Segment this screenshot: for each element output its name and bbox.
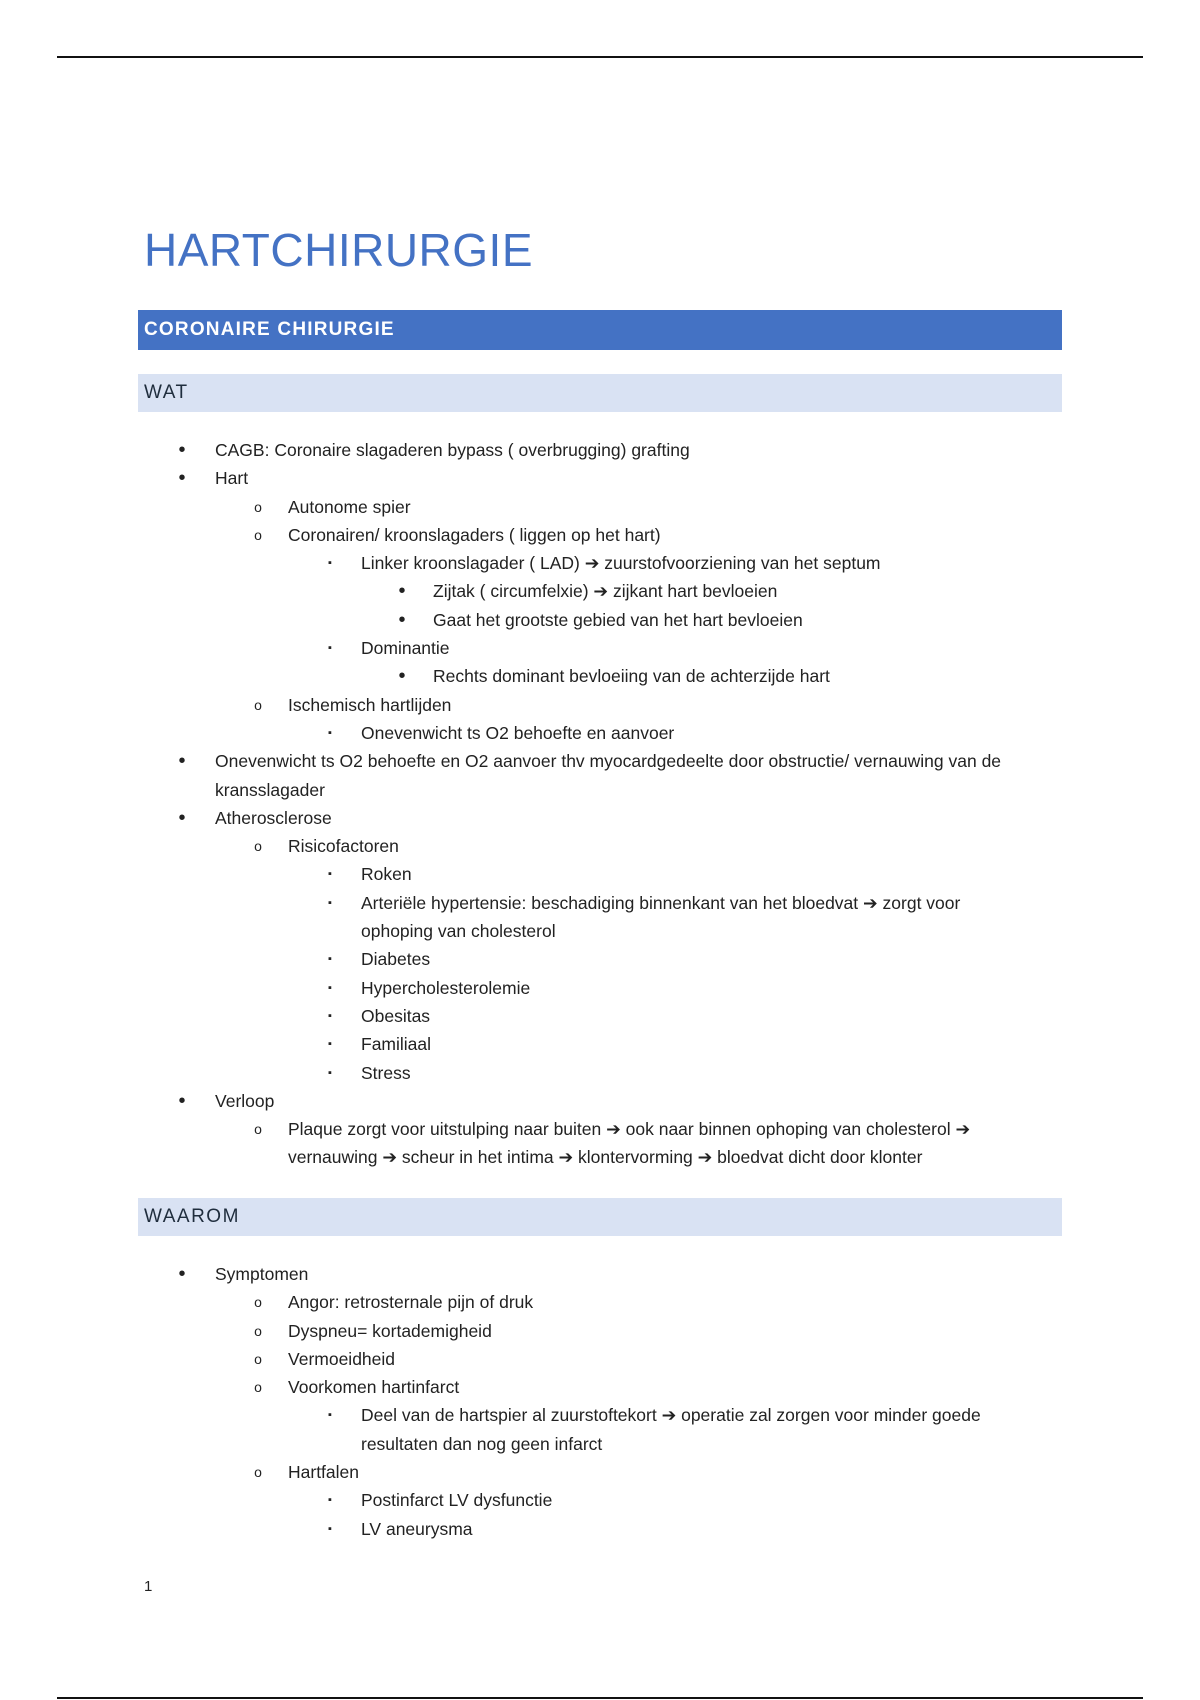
list-item: • Zijtak ( circumfelxie) ➔ zijkant hart bevloeien — [0, 577, 1200, 605]
circle-bullet-icon: o — [254, 838, 262, 855]
footer-rule — [57, 1697, 1143, 1699]
square-bullet-icon: ▪ — [328, 868, 332, 881]
list-item: o Risicofactoren — [0, 832, 1200, 860]
square-bullet-icon: ▪ — [328, 1494, 332, 1507]
list-item: o Autonome spier — [0, 493, 1200, 521]
square-bullet-icon: ▪ — [328, 1009, 332, 1022]
list-item: • Rechts dominant bevloeiing van de achterzijde hart — [0, 662, 1200, 690]
list-item: ▪ Arteriële hypertensie: beschadiging binnenkant van het bloedvat ➔ zorgt voor ophoping van cholesterol — [0, 889, 1200, 946]
square-bullet-icon: ▪ — [328, 726, 332, 739]
bullet-icon: • — [398, 580, 406, 603]
circle-bullet-icon: o — [254, 1322, 262, 1339]
section-heading: CORONAIRE CHIRURGIE — [138, 310, 1062, 350]
list-item: ▪ Hypercholesterolemie — [0, 974, 1200, 1002]
square-bullet-icon: ▪ — [328, 1409, 332, 1422]
list-item: o Plaque zorgt voor uitstulping naar buiten ➔ ook naar binnen ophoping van cholesterol ➔ vernauwing ➔ scheur in het intima ➔ klontervorming ➔ bloedvat dicht door klonter — [0, 1115, 1200, 1172]
list-item: • Gaat het grootste gebied van het hart bevloeien — [0, 606, 1200, 634]
circle-bullet-icon: o — [254, 1464, 262, 1481]
square-bullet-icon: ▪ — [328, 1066, 332, 1079]
bullet-icon: • — [178, 806, 186, 829]
circle-bullet-icon: o — [254, 1350, 262, 1367]
list-item: o Vermoeidheid — [0, 1345, 1200, 1373]
list-item: o Coronairen/ kroonslagaders ( liggen op het hart) — [0, 521, 1200, 549]
document-title: HARTCHIRURGIE — [144, 224, 534, 276]
list-item: o Dyspneu= kortademigheid — [0, 1317, 1200, 1345]
list-item: ▪ Onevenwicht ts O2 behoefte en aanvoer — [0, 719, 1200, 747]
list-item: • CAGB: Coronaire slagaderen bypass ( overbrugging) grafting — [0, 436, 1200, 464]
bullet-icon: • — [178, 750, 186, 773]
list-item: ▪ Dominantie — [0, 634, 1200, 662]
circle-bullet-icon: o — [254, 696, 262, 713]
list-item: ▪ Deel van de hartspier al zuurstoftekort ➔ operatie zal zorgen voor minder goede resultaten dan nog geen infarct — [0, 1401, 1200, 1458]
square-bullet-icon: ▪ — [328, 1038, 332, 1051]
list-item: ▪ Postinfarct LV dysfunctie — [0, 1486, 1200, 1514]
waarom-list — [0, 1260, 1200, 1543]
subsection-heading-waarom: WAAROM — [138, 1198, 1062, 1236]
list-item: • Hart — [0, 464, 1200, 492]
square-bullet-icon: ▪ — [328, 557, 332, 570]
list-item: ▪ Stress — [0, 1059, 1200, 1087]
bullet-icon: • — [398, 665, 406, 688]
list-item: ▪ LV aneurysma — [0, 1515, 1200, 1543]
square-bullet-icon: ▪ — [328, 896, 332, 909]
list-item: ▪ Familiaal — [0, 1030, 1200, 1058]
list-item: • Onevenwicht ts O2 behoefte en O2 aanvoer thv myocardgedeelte door obstructie/ vernauwing van de kransslagader — [0, 747, 1200, 804]
circle-bullet-icon: o — [254, 526, 262, 543]
bullet-icon: • — [178, 439, 186, 461]
square-bullet-icon: ▪ — [328, 1522, 332, 1535]
list-item: • Atherosclerose — [0, 804, 1200, 832]
list-item: o Ischemisch hartlijden — [0, 691, 1200, 719]
wat-list — [0, 436, 1200, 1172]
list-item: ▪ Roken — [0, 860, 1200, 888]
list-item: • Verloop — [0, 1087, 1200, 1115]
circle-bullet-icon: o — [254, 498, 262, 515]
square-bullet-icon: ▪ — [328, 981, 332, 994]
circle-bullet-icon: o — [254, 1379, 262, 1396]
bullet-icon: • — [178, 467, 186, 490]
square-bullet-icon: ▪ — [328, 953, 332, 966]
square-bullet-icon: ▪ — [328, 642, 332, 655]
bullet-icon: • — [178, 1263, 186, 1285]
list-item: • Symptomen — [0, 1260, 1200, 1288]
list-item: o Hartfalen — [0, 1458, 1200, 1486]
list-item: o Voorkomen hartinfarct — [0, 1373, 1200, 1401]
bullet-icon: • — [178, 1089, 186, 1112]
list-item: ▪ Diabetes — [0, 945, 1200, 973]
bullet-icon: • — [398, 608, 406, 631]
list-item: ▪ Linker kroonslagader ( LAD) ➔ zuurstofvoorziening van het septum — [0, 549, 1200, 577]
page-number: 1 — [144, 1578, 153, 1595]
list-item: o Angor: retrosternale pijn of druk — [0, 1288, 1200, 1316]
subsection-heading-wat: WAT — [138, 374, 1062, 412]
header-rule — [57, 56, 1143, 58]
circle-bullet-icon: o — [254, 1294, 262, 1311]
circle-bullet-icon: o — [254, 1121, 262, 1138]
list-item: ▪ Obesitas — [0, 1002, 1200, 1030]
